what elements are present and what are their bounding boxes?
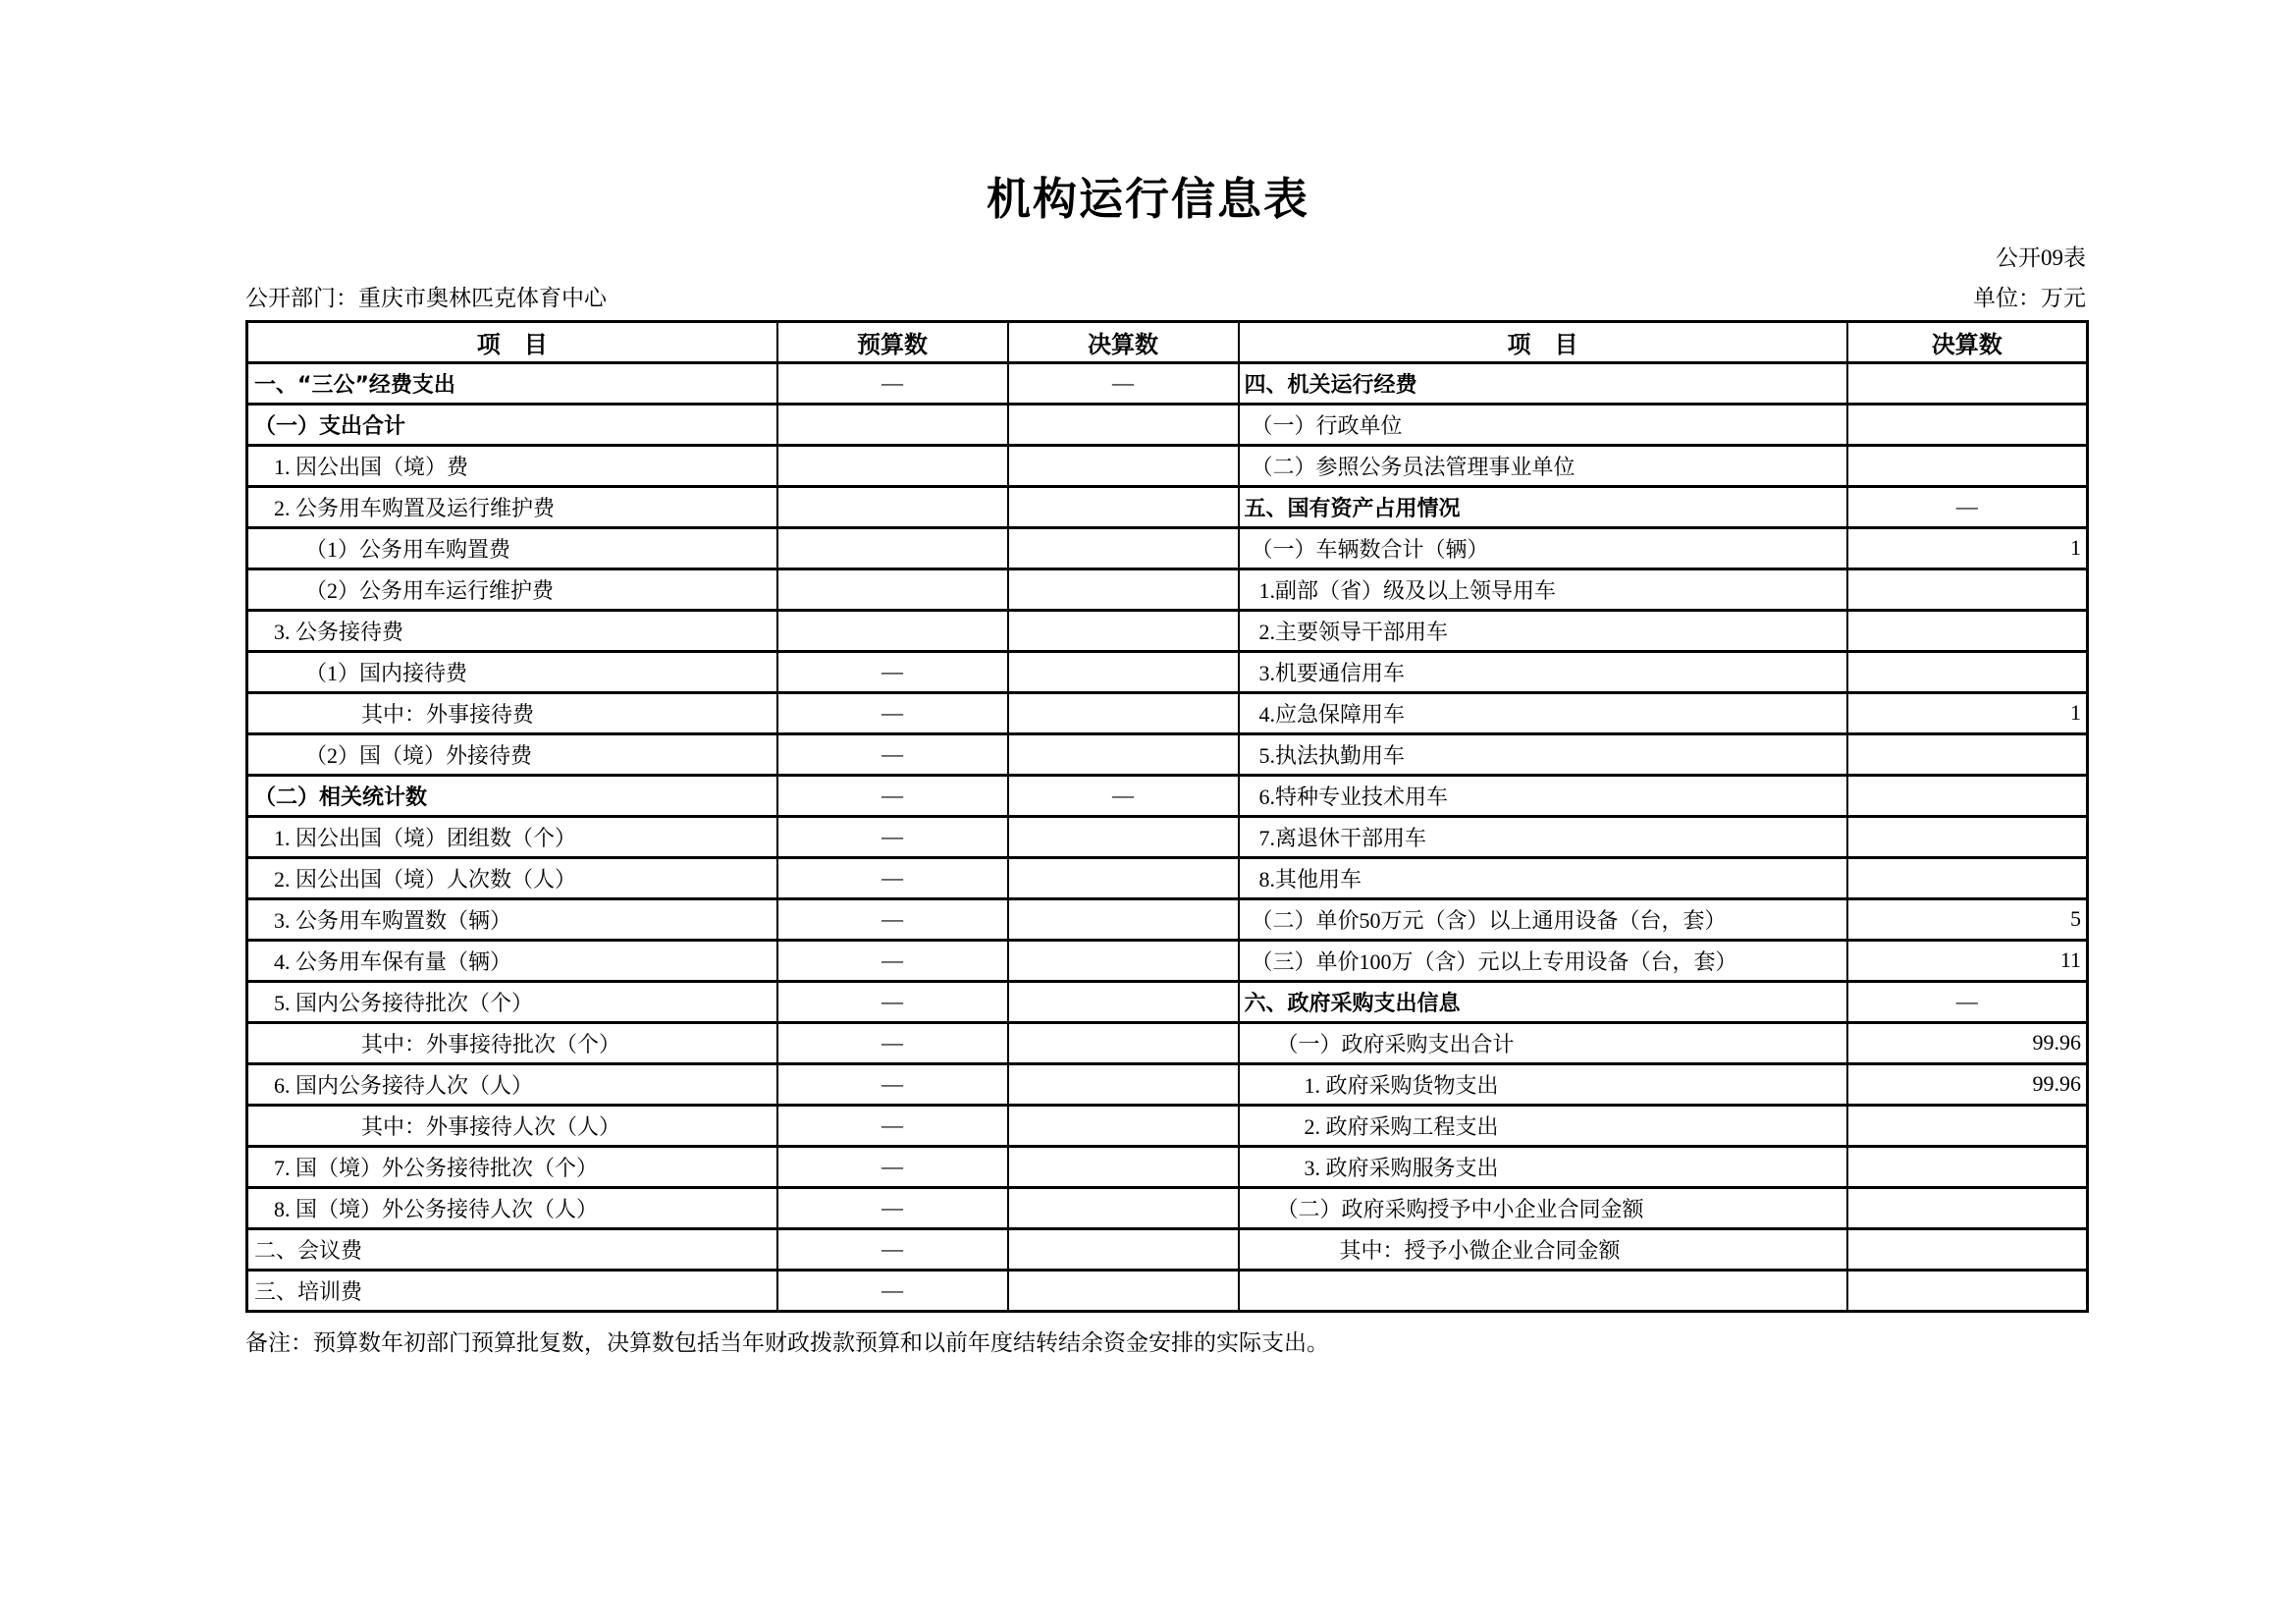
col-header-item-right: 项 目 bbox=[1239, 321, 1847, 362]
item-cell-left: （2）公务用车运行维护费 bbox=[247, 568, 777, 610]
item-cell-right: 2.主要领导干部用车 bbox=[1239, 610, 1847, 651]
item-cell-left: 其中：外事接待费 bbox=[247, 692, 777, 733]
item-cell-right: 4.应急保障用车 bbox=[1239, 692, 1847, 733]
table-row bbox=[247, 733, 2088, 775]
table-row bbox=[247, 651, 2088, 692]
item-cell-right: 6.特种专业技术用车 bbox=[1239, 775, 1847, 816]
item-cell-right: （三）单价100万（含）元以上专用设备（台，套） bbox=[1239, 940, 1847, 981]
item-cell-left: 5. 国内公务接待批次（个） bbox=[247, 981, 777, 1022]
final-cell-left bbox=[1008, 404, 1239, 445]
item-cell-right: （一）行政单位 bbox=[1239, 404, 1847, 445]
final-cell-left bbox=[1008, 1022, 1239, 1063]
budget-cell: — bbox=[777, 733, 1008, 775]
table-row bbox=[247, 857, 2088, 898]
item-cell-right: 1. 政府采购货物支出 bbox=[1239, 1063, 1847, 1105]
final-cell-right bbox=[1847, 362, 2088, 404]
col-header-item-left: 项 目 bbox=[247, 321, 777, 362]
final-cell-left bbox=[1008, 857, 1239, 898]
item-cell-right: 7.离退休干部用车 bbox=[1239, 816, 1847, 857]
budget-cell bbox=[777, 486, 1008, 527]
item-cell-right: （二）参照公务员法管理事业单位 bbox=[1239, 445, 1847, 486]
final-cell-right bbox=[1847, 404, 2088, 445]
budget-cell: — bbox=[777, 692, 1008, 733]
form-code-label: 公开09表 bbox=[1996, 244, 2086, 270]
final-cell-left bbox=[1008, 486, 1239, 527]
final-cell-left bbox=[1008, 1187, 1239, 1228]
item-cell-right: 六、政府采购支出信息 bbox=[1239, 981, 1847, 1022]
item-cell-right bbox=[1239, 1270, 1847, 1311]
table-row bbox=[247, 692, 2088, 733]
item-cell-left: 2. 因公出国（境）人次数（人） bbox=[247, 857, 777, 898]
item-cell-right: 五、国有资产占用情况 bbox=[1239, 486, 1847, 527]
item-cell-right: 四、机关运行经费 bbox=[1239, 362, 1847, 404]
budget-cell: — bbox=[777, 1105, 1008, 1146]
item-cell-right: 3.机要通信用车 bbox=[1239, 651, 1847, 692]
final-cell-left bbox=[1008, 1228, 1239, 1270]
budget-cell: — bbox=[777, 1022, 1008, 1063]
item-cell-left: （一）支出合计 bbox=[247, 404, 777, 445]
item-cell-left: 其中：外事接待批次（个） bbox=[247, 1022, 777, 1063]
table-row bbox=[247, 1063, 2088, 1105]
final-cell-right bbox=[1847, 1270, 2088, 1311]
final-cell-left bbox=[1008, 733, 1239, 775]
table-row bbox=[247, 610, 2088, 651]
item-cell-left: 2. 公务用车购置及运行维护费 bbox=[247, 486, 777, 527]
department-label: 公开部门：重庆市奥林匹克体育中心 bbox=[245, 285, 607, 310]
budget-cell: — bbox=[777, 940, 1008, 981]
final-cell-right bbox=[1847, 857, 2088, 898]
table-row bbox=[247, 775, 2088, 816]
budget-cell: — bbox=[777, 1146, 1008, 1187]
item-cell-left: （2）国（境）外接待费 bbox=[247, 733, 777, 775]
item-cell-right: 8.其他用车 bbox=[1239, 857, 1847, 898]
meta-row bbox=[245, 280, 2086, 312]
table-row bbox=[247, 1228, 2088, 1270]
final-cell-left bbox=[1008, 651, 1239, 692]
item-cell-left: （1）公务用车购置费 bbox=[247, 527, 777, 568]
final-cell-right bbox=[1847, 816, 2088, 857]
final-cell-right: — bbox=[1847, 486, 2088, 527]
final-cell-left bbox=[1008, 692, 1239, 733]
budget-cell bbox=[777, 445, 1008, 486]
final-cell-left bbox=[1008, 527, 1239, 568]
final-cell-right: 99.96 bbox=[1847, 1063, 2088, 1105]
budget-cell: — bbox=[777, 775, 1008, 816]
budget-cell: — bbox=[777, 1187, 1008, 1228]
item-cell-left: 6. 国内公务接待人次（人） bbox=[247, 1063, 777, 1105]
table-row bbox=[247, 1146, 2088, 1187]
budget-cell: — bbox=[777, 651, 1008, 692]
col-header-final-left: 决算数 bbox=[1008, 321, 1239, 362]
table-row bbox=[247, 1187, 2088, 1228]
budget-cell: — bbox=[777, 816, 1008, 857]
table-row bbox=[247, 568, 2088, 610]
item-cell-left: 7. 国（境）外公务接待批次（个） bbox=[247, 1146, 777, 1187]
final-cell-right bbox=[1847, 651, 2088, 692]
final-cell-left bbox=[1008, 981, 1239, 1022]
item-cell-left: 三、培训费 bbox=[247, 1270, 777, 1311]
final-cell-left bbox=[1008, 1146, 1239, 1187]
final-cell-left: — bbox=[1008, 775, 1239, 816]
budget-cell: — bbox=[777, 1270, 1008, 1311]
table-row bbox=[247, 816, 2088, 857]
table-row bbox=[247, 898, 2088, 940]
item-cell-left: 8. 国（境）外公务接待人次（人） bbox=[247, 1187, 777, 1228]
item-cell-left: 1. 因公出国（境）团组数（个） bbox=[247, 816, 777, 857]
item-cell-right: （一）车辆数合计（辆） bbox=[1239, 527, 1847, 568]
final-cell-right bbox=[1847, 1105, 2088, 1146]
final-cell-right bbox=[1847, 1228, 2088, 1270]
table-row bbox=[247, 1270, 2088, 1311]
final-cell-left bbox=[1008, 1105, 1239, 1146]
final-cell-right bbox=[1847, 1187, 2088, 1228]
budget-cell bbox=[777, 568, 1008, 610]
final-cell-right bbox=[1847, 610, 2088, 651]
table-row bbox=[247, 486, 2088, 527]
final-cell-right bbox=[1847, 568, 2088, 610]
table-row bbox=[247, 445, 2088, 486]
final-cell-right bbox=[1847, 775, 2088, 816]
final-cell-right: 1 bbox=[1847, 692, 2088, 733]
col-header-final-right: 决算数 bbox=[1847, 321, 2088, 362]
table-row bbox=[247, 404, 2088, 445]
budget-cell: — bbox=[777, 898, 1008, 940]
final-cell-left bbox=[1008, 568, 1239, 610]
final-cell-right: 5 bbox=[1847, 898, 2088, 940]
budget-cell: — bbox=[777, 857, 1008, 898]
item-cell-left: 二、会议费 bbox=[247, 1228, 777, 1270]
item-cell-left: 3. 公务用车购置数（辆） bbox=[247, 898, 777, 940]
budget-cell bbox=[777, 404, 1008, 445]
item-cell-left: 其中：外事接待人次（人） bbox=[247, 1105, 777, 1146]
item-cell-right: 3. 政府采购服务支出 bbox=[1239, 1146, 1847, 1187]
final-cell-right bbox=[1847, 445, 2088, 486]
item-cell-right: 1.副部（省）级及以上领导用车 bbox=[1239, 568, 1847, 610]
item-cell-right: 2. 政府采购工程支出 bbox=[1239, 1105, 1847, 1146]
budget-cell: — bbox=[777, 1228, 1008, 1270]
budget-cell: — bbox=[777, 981, 1008, 1022]
item-cell-right: （二）单价50万元（含）以上通用设备（台，套） bbox=[1239, 898, 1847, 940]
footnote: 备注：预算数年初部门预算批复数，决算数包括当年财政拨款预算和以前年度结转结余资金安排的实际支出。 bbox=[245, 1329, 1329, 1355]
final-cell-right: — bbox=[1847, 981, 2088, 1022]
unit-label: 单位：万元 bbox=[1973, 285, 2086, 310]
final-cell-left bbox=[1008, 816, 1239, 857]
table-header-row bbox=[247, 321, 2088, 362]
final-cell-left: — bbox=[1008, 362, 1239, 404]
final-cell-right bbox=[1847, 733, 2088, 775]
item-cell-right: （一）政府采购支出合计 bbox=[1239, 1022, 1847, 1063]
budget-cell bbox=[777, 610, 1008, 651]
final-cell-left bbox=[1008, 940, 1239, 981]
final-cell-right: 11 bbox=[1847, 940, 2088, 981]
col-header-budget: 预算数 bbox=[777, 321, 1008, 362]
table-row bbox=[247, 527, 2088, 568]
table-row bbox=[247, 940, 2088, 981]
final-cell-left bbox=[1008, 445, 1239, 486]
final-cell-left bbox=[1008, 610, 1239, 651]
final-cell-right: 99.96 bbox=[1847, 1022, 2088, 1063]
table-row bbox=[247, 1105, 2088, 1146]
item-cell-left: 4. 公务用车保有量（辆） bbox=[247, 940, 777, 981]
table-row bbox=[247, 362, 2088, 404]
item-cell-left: 一、“三公”经费支出 bbox=[247, 362, 777, 404]
budget-cell: — bbox=[777, 362, 1008, 404]
final-cell-right: 1 bbox=[1847, 527, 2088, 568]
item-cell-left: 1. 因公出国（境）费 bbox=[247, 445, 777, 486]
budget-cell: — bbox=[777, 1063, 1008, 1105]
item-cell-left: （1）国内接待费 bbox=[247, 651, 777, 692]
final-cell-left bbox=[1008, 1270, 1239, 1311]
page-title: 机构运行信息表 bbox=[986, 173, 1309, 225]
final-cell-left bbox=[1008, 898, 1239, 940]
item-cell-right: 其中：授予小微企业合同金额 bbox=[1239, 1228, 1847, 1270]
item-cell-right: （二）政府采购授予中小企业合同金额 bbox=[1239, 1187, 1847, 1228]
final-cell-right bbox=[1847, 1146, 2088, 1187]
budget-cell bbox=[777, 527, 1008, 568]
table-row bbox=[247, 1022, 2088, 1063]
item-cell-right: 5.执法执勤用车 bbox=[1239, 733, 1847, 775]
item-cell-left: （二）相关统计数 bbox=[247, 775, 777, 816]
table-row bbox=[247, 981, 2088, 1022]
final-cell-left bbox=[1008, 1063, 1239, 1105]
operation-info-table bbox=[245, 320, 2089, 1313]
item-cell-left: 3. 公务接待费 bbox=[247, 610, 777, 651]
page-content bbox=[245, 240, 2086, 1357]
